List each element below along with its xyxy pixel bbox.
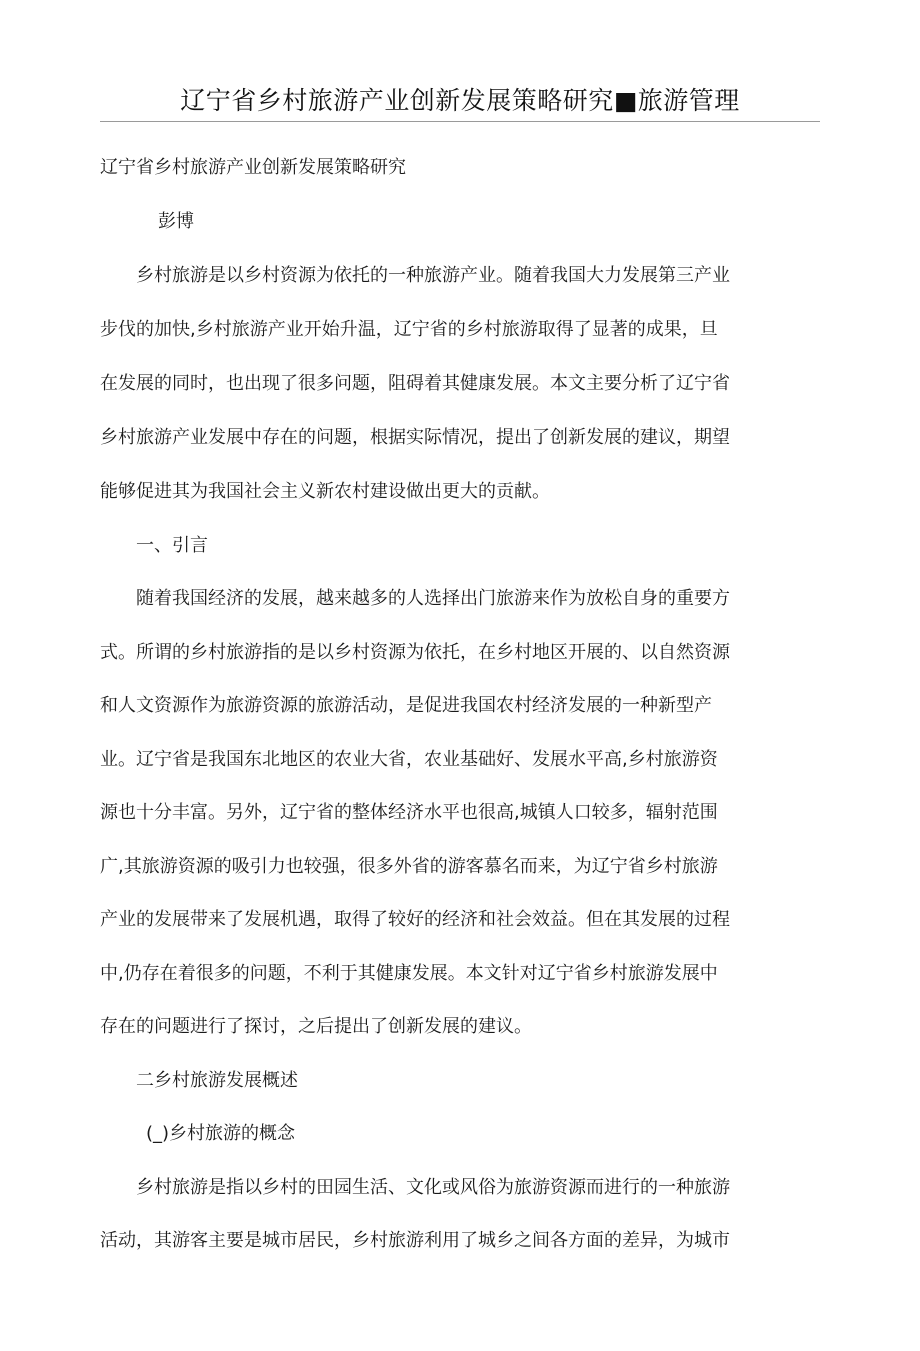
header-divider [100,121,820,122]
section-heading-introduction: 一、引言 [136,535,208,556]
body-line: 随着我国经济的发展，越来越多的人选择出门旅游来作为放松自身的重要方 [136,588,730,609]
section-heading-overview: 二乡村旅游发展概述 [136,1070,298,1091]
body-line: 业。辽宁省是我国东北地区的农业大省，农业基础好、发展水平高,乡村旅游资 [100,749,718,770]
body-line: 产业的发展带来了发展机遇，取得了较好的经济和社会效益。但在其发展的过程 [100,909,730,930]
abstract-line: 乡村旅游产业发展中存在的问题，根据实际情况，提出了创新发展的建议，期望 [100,427,730,448]
body-line: 广,其旅游资源的吸引力也较强，很多外省的游客慕名而来，为辽宁省乡村旅游 [100,856,718,877]
abstract-line: 步伐的加快,乡村旅游产业开始升温，辽宁省的乡村旅游取得了显著的成果，旦 [100,319,718,340]
body-line: 式。所谓的乡村旅游指的是以乡村资源为依托，在乡村地区开展的、以自然资源 [100,642,730,663]
abstract-line: 乡村旅游是以乡村资源为依托的一种旅游产业。随着我国大力发展第三产业 [136,265,730,286]
article-author: 彭博 [158,211,194,232]
body-line: 源也十分丰富。另外，辽宁省的整体经济水平也很高,城镇人口较多，辐射范围 [100,802,718,823]
body-line: 存在的问题进行了探讨，之后提出了创新发展的建议。 [100,1016,532,1037]
subsection-heading-concept: (_)乡村旅游的概念 [146,1123,296,1144]
article-title: 辽宁省乡村旅游产业创新发展策略研究 [100,157,406,178]
body-line: 和人文资源作为旅游资源的旅游活动，是促进我国农村经济发展的一种新型产 [100,695,712,716]
page-header-title: 辽宁省乡村旅游产业创新发展策略研究■旅游管理 [180,86,740,115]
abstract-line: 在发展的同时，也出现了很多问题，阻碍着其健康发展。本文主要分析了辽宁省 [100,373,730,394]
body-line: 乡村旅游是指以乡村的田园生活、文化或风俗为旅游资源而进行的一种旅游 [136,1177,730,1198]
body-line: 中,仍存在着很多的问题，不利于其健康发展。本文针对辽宁省乡村旅游发展中 [100,963,718,984]
abstract-line: 能够促进其为我国社会主义新农村建设做出更大的贡献。 [100,481,550,502]
body-line: 活动，其游客主要是城市居民，乡村旅游利用了城乡之间各方面的差异，为城市 [100,1230,730,1251]
